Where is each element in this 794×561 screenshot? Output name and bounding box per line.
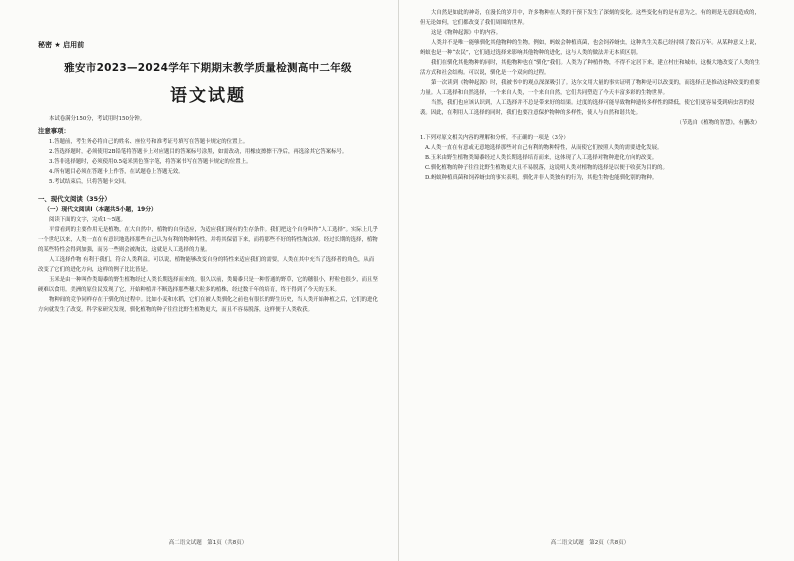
question-option-a: A.人类一直在有意或无意地选择那些对自己有利的物种特性，从而使它们按照人类的需要进化发展。	[425, 145, 663, 151]
reading-instruction: 阅读下面的文字，完成1～5题。	[49, 217, 126, 223]
left-column	[38, 8, 378, 315]
note-item: 4.所有题目必须在答题卡上作答，在试题卷上答题无效。	[49, 169, 184, 175]
subsection-heading: （一）现代文阅读Ⅰ（本题共5小题，19分）	[44, 207, 157, 213]
right-column	[420, 8, 760, 183]
secret-label: 秘密 ★ 启用前	[38, 41, 85, 49]
page-footer-left: 高二语文试题 第1页（共8页）	[168, 540, 248, 546]
question-option-c: C.驯化植物的种子往往比野生植物更大且不易脱落，这说明人类对植物的选择是以便于收获为目的的。	[425, 165, 668, 171]
section-heading: 一、现代文阅读（35分）	[38, 195, 111, 203]
score-note: 本试卷满分150分，考试用时150分钟。	[49, 116, 146, 122]
question-option-b: B.玉米由野生植物类蜀黍经过人类长期选择培育而来，这体现了人工选择对物种进化方向的改变。	[425, 155, 658, 161]
question-option-d: D.蚂蚁种植真菌和饲养蚜虫的事实表明，驯化并非人类独有的行为，其他生物也能驯化别的物种。	[425, 175, 658, 181]
subject-title: 语文试题	[170, 86, 246, 106]
exam-title: 雅安市2023—2024学年下期期末教学质量检测高中二年级	[64, 62, 352, 74]
article-paragraph: 第一次读到《物种起源》时，我被书中的观点深深吸引了。达尔文用大量的事实证明了物种是可以改变的，而选择正是推动这种改变的重要力量。人工选择和自然选择，一个来自人类，一个来自自然，它们共同塑造了今天丰富多彩的生物世界。	[420, 80, 760, 96]
note-item: 5.考试结束后，只将答题卡交回。	[49, 179, 130, 185]
article-paragraph: 这是《物种起源》中的内容。	[431, 30, 502, 36]
article-source: （节选自《植物的智慧》，有删改）	[676, 120, 760, 126]
article-paragraph: 我们在驯化其他物种的同时，其他物种也在“驯化”我们。人类为了种植作物，不得不定居下来，建立村庄和城市，这极大地改变了人类的生活方式和社会结构。可以说，驯化是一个双向的过程。	[420, 60, 760, 76]
article-paragraph: 人工选择作物 有利于我们，符合人类利益。可以说，植物能够改变自身的特性来适应我们的需要，人类在其中充当了选择者的角色，从而改变了它们的进化方向，这样的例子比比皆是。	[38, 257, 375, 273]
article-paragraph: 人类并不是唯一能够驯化其他物种的生物。例如，蚂蚁会种植真菌，也会饲养蚜虫，这种共生关系已经持续了数百万年。从某种意义上说，蚂蚁也是一种“农民”，它们通过选择来影响其他物种的进化，这与人类的做法并无本质区别。	[420, 40, 760, 56]
note-item: 2.答选择题时，必须使用2B铅笔将答题卡上对应题目的答案标号涂黑，如需改动，用橡皮擦擦干净后，再选涂其它答案标号。	[49, 149, 348, 155]
page-footer-right: 高二语文试题 第2页（共8页）	[550, 540, 630, 546]
article-paragraph: 当然，我们也应该认识到，人工选择并不总是带来好的结果。过度的选择可能导致物种遗传多样性的降低，使它们更容易受到病虫害的侵袭。因此，在利用人工选择的同时，我们也要注意保护物种的多样性，使人与自然和谐共处。	[420, 100, 755, 116]
article-paragraph: 大自然是如此的神奇，在漫长的岁月中，许多物种在人类的干预下发生了深刻的变化。这些变化有的是有意为之，有的则是无意间造成的，但无论如何，它们都改变了我们周围的世界。	[420, 10, 760, 26]
article-paragraph: 物种间的竞争同样存在于驯化的过程中。比如小麦和水稻，它们在被人类驯化之前也有很长的野生历史，当人类开始种植之后，它们的进化方向就发生了改变。科学家研究发现，驯化植物的种子往往比野生植物更大，而且不容易脱落，这样便于人类收获。	[38, 297, 378, 313]
article-paragraph: 玉米是由一种叫作类蜀黍的野生植物经过人类长期选择而来的。很久以前，类蜀黍只是一种普通的野草，它的穗很小，籽粒也很少，而且坚硬难以食用。美洲的原住民发现了它，开始种植并不断选择那些穗大粒多的植株，经过数千年的培育，终于得到了今天的玉米。	[38, 277, 378, 293]
note-item: 3.答非选择题时，必须使用0.5毫米黑色签字笔，将答案书写在答题卡规定的位置上。	[49, 159, 252, 165]
page-fold-line	[398, 0, 399, 561]
note-item: 1.答题前，考生务必将自己的姓名、座位号和准考证号填写在答题卡规定的位置上。	[49, 139, 249, 145]
notes-title: 注意事项：	[38, 127, 70, 135]
question-stem: 1.下列对原文相关内容的理解和分析，不正确的一项是（3分）	[420, 135, 569, 141]
article-paragraph: 平常看到的主要作用无是植物，在大自然中，植物的自身适应，为适应我们现有的生存条件。我们把这个自身叫作“人工选择”。实际上几乎一个世纪以来，人类一直在有意识地选择那些自己认为有利的物种特性，并将其保留下来，而将那些不好的特性淘汰掉。经过长期的选择，植物的某些特性会得到加强，而另一些则会被淘汰，这就是人工选择的力量。	[38, 227, 378, 253]
